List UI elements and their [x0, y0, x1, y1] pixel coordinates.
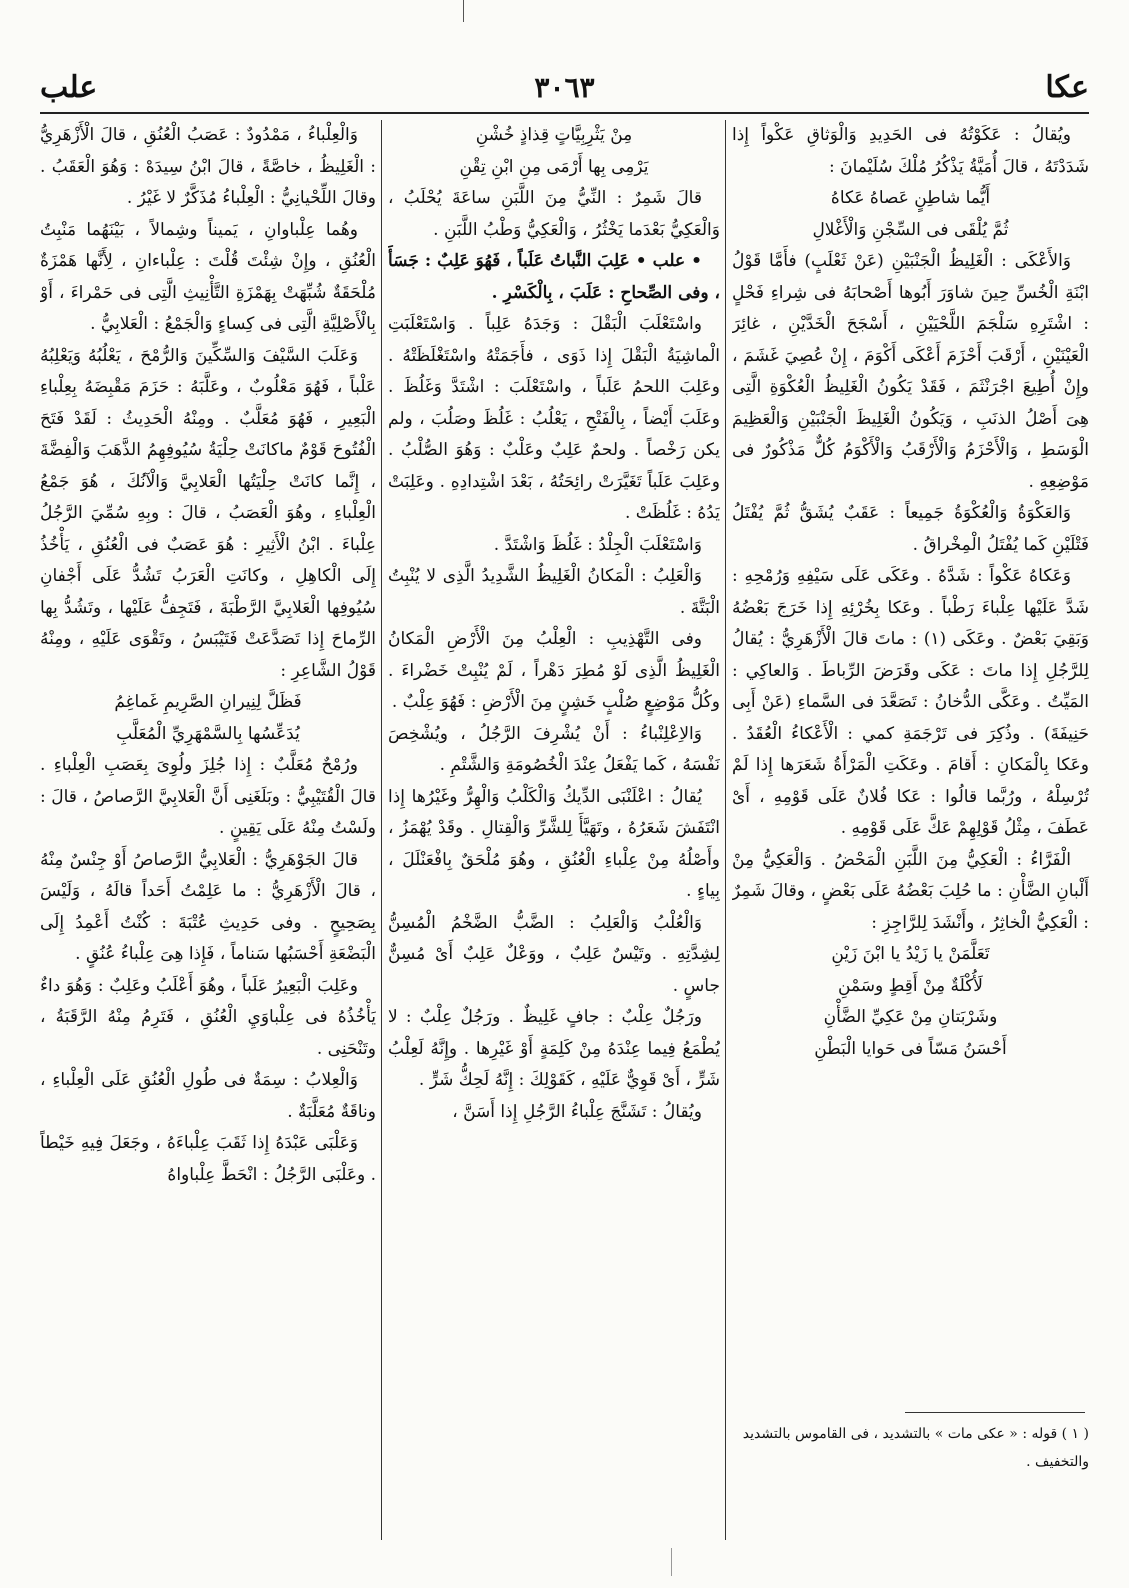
column-middle	[388, 120, 720, 1550]
verse-line: تَعَلَّمَنْ يا زَيْدُ يا ابْنَ زَيْنِ	[831, 944, 990, 964]
paragraph: واسْتَعْلَبَ الْبَقْلَ : وَجَدَهُ عَلِباً . وَاسْتَعْلَبَتِ الْماشِيَةُ الْبَقْلَ إِذا ذَوَى ، فأَجَمَتْهُ واسْتَغْلَظَتْهُ . وعَلِبَ اللحمُ عَلَباً ، واسْتَعْلَبَ : اشْتَدَّ وَغَلُظَ . وعَلَبَ أَيْضاً ، بِالْفَتْحِ ، يَعْلُبُ : غَلُظَ وصَلُبَ ، ولم يكن رَخْصاً . ولحمٌ عَلِبٌ وعَلْبٌ : وَهُوَ الصُّلْبُ . وعَلِبَ عَلَباً تَغَيَّرَتْ رائِحَتُهُ ، بَعْدَ اشْتِدادِهِ . وعَلِبَتْ يَدُهُ : غَلُظَتْ .	[388, 314, 720, 523]
paragraph: وفى التَّهْذِيبِ : الْعِلْبُ مِنَ الْأَرْضِ الْمَكانُ الْغَلِيظُ الَّذِى لَوْ مُطِرَ دَهْراً ، لَمْ يُنْبِتْ خَضْراءَ . وكُلُّ مَوْضِعٍ صُلْبٍ خَشِنٍ مِنَ الْأَرْضِ : فَهُوَ عِلْبٌ .	[388, 629, 720, 712]
paragraph: ورَجُلٌ عِلْبٌ : جافٍ غَلِيظٌ . ورَجُلٌ عِلْبٌ : لا يُطْمَعُ فِيما عِنْدَهُ مِنْ كَلِمَةٍ أَوْ غَيْرِها . وإِنَّهُ لَعِلْبُ شَرٍّ ، أَىْ قَوِيٌّ عَلَيْهِ ، كَقَوْلِكَ : إِنَّهُ لَحِكُّ شَرٍّ .	[388, 1007, 720, 1090]
column-divider	[725, 120, 726, 1540]
column-divider	[381, 120, 382, 1540]
footnote: ( ١ ) قوله : « عكى مات » بالتشديد ، فى القاموس بالتشديد والتخفيف .	[742, 1426, 1089, 1470]
paragraph: وعَلِبَ الْبَعِيرُ عَلَباً ، وهُوَ أَعْلَبُ وعَلِبٌ : وَهُوَ داءٌ يَأْخُذُهُ فى عِلْباوَيِ الْعُنُقِ ، فَتَرِمُ مِنْهُ الرَّقَبَةُ ، وتَنْحَنِى .	[40, 975, 376, 1059]
paragraph: وَالاِعْلِنْباءُ : أَنْ يُشْرِفَ الرَّجُلُ ، ويُشْخِصَ نَفْسَهُ ، كَما يَفْعَلُ عِنْدَ الْخُصُومَةِ وَالشَّتْمِ .	[388, 723, 720, 775]
paragraph: وَالأَعْكَى : الْغَلِيظُ الْجَنْبَيْنِ (عَنْ ثَعْلَبٍ) فأَمَّا قَوْلُ ابْنَةِ الْخُسِّ حِينَ شاوَرَ أَبُوها أَصْحابَهُ فى شِراءِ فَحْلٍ : اشْتَرِهِ سَلْجَمَ اللَّحْيَيْنِ ، أَسْجَحَ الْخَدَّيْنِ ، غائِرَ الْعَيْنَيْنِ ، أَرْقَبَ أَحْزَمَ أَعْكَى أَكْوَمَ ، إِنْ عُصِيَ غَشَمَ ، وإِنْ أُطِيعَ اجْرَنْثَمَ ، فَقَدْ يَكُونُ الْغَلِيظُ الْعُكْوَةِ الَّتِى هِىَ أَصْلُ الذنَبِ ، وَيَكُونُ الْغَلِيظَ الْجَنْبَيْنِ وَالْعَظِيمَ الْوَسَطِ ، وَالْأَحْزَمُ وَالْأَرْقَبُ وَالْأَكْوَمُ كُلٌّ مَذْكُورٌ فى مَوْضِعِهِ .	[732, 251, 1089, 492]
verse-line: أَيُّما شاطِنٍ عَصاهُ عَكاهُ	[830, 188, 991, 208]
column-right	[732, 120, 1089, 1550]
page-number: ٣٠٦٣	[534, 71, 595, 104]
header-left-word: علب	[40, 70, 98, 105]
paragraph: ورُمْحٌ مُعَلَّبٌ : إِذا جُلِزَ ولُوِىَ بِعَصَبِ الْعِلْباءِ . قالَ الْقُتَيْبِيُّ : وبَلَغَنِى أَنَّ الْعَلابِيَّ الرَّصاصُ ، قالَ : ولَسْتُ مِنْهُ عَلَى يَقِينٍ .	[40, 755, 376, 838]
paragraph: وَعَلَبَ السَّيْفَ وَالسِّكِّينَ وَالرُّمْحَ ، يَعْلُبُهُ وَيَعْلِبُهُ عَلْباً ، فَهُوَ مَعْلُوبٌ ، وعَلَّبَهُ : حَزَمَ مَقْبِضَهُ بِعِلْباءِ الْبَعِيرِ ، فَهُوَ مُعَلَّبٌ . ومِنْهُ الْحَدِيثُ : لَقَدْ فَتَحَ الْفُتُوحَ قَوْمٌ ماكانَتْ حِلْيَةُ سُيُوفِهِمُ الذَّهَبَ وَالْفِضَّةَ ، إِنَّما كانَتْ حِلْيَتُها الْعَلابِيَّ وَالْآنُكَ ، هُوَ جَمْعُ الْعِلْباءِ ، وهُوَ الْعَصَبُ ، قالَ : وبِهِ سُمِّيَ الرَّجُلُ عِلْباءَ . ابْنُ الْأَثِيرِ : هُوَ عَصَبٌ فى الْعُنُقِ ، يَأْخُذُ إِلَى الْكاهِلِ ، وكانَتِ الْعَرَبُ تَشُدُّ عَلَى أَجْفانِ سُيُوفِها الْعَلابِيَّ الرَّطْبَةَ ، فَتَجِفُّ عَلَيْها ، وتَشُدُّ بِها الرِّماحَ إِذا تَصَدَّعَتْ فَتَيْبَسُ ، وتَقْوَى عَلَيْهِ ، ومِنْهُ قَوْلُ الشَّاعِرِ :	[40, 345, 376, 681]
paragraph: قالَ الجَوْهَرِيُّ : الْعَلابِيُّ الرَّصاصُ أَوْ جِنْسٌ مِنْهُ ، قالَ الْأَزْهَرِيُّ : ما عَلِمْتُ أَحَداً قالَهُ ، وَلَيْسَ بِصَحِيحٍ . وفى حَدِيثِ عُتْبَةَ : كُنْتُ أَعْمِدُ إِلَى الْبَضْعَةِ أَحْسَبُها سَناماً ، فَإِذا هِىَ عِلْباءُ عُنُقٍ .	[40, 849, 376, 964]
paragraph: وَالْعُلْبُ وَالْعَلِبُ : الضَّبُّ الضَّخْمُ الْمُسِنُّ لِشِدَّتِهِ . وتَيْسٌ عَلِبٌ ، ووَعْلٌ عَلِبٌ أَىْ مُسِنٌّ جاسٍ .	[388, 912, 720, 996]
footnote-divider	[905, 1412, 1085, 1413]
header-right-word: عكا	[1045, 70, 1089, 105]
verse-line: لَأُكْلَةٌ مِنْ أَقِطٍ وسَمْنِ	[838, 975, 983, 996]
verse-line: يُدَعِّسُها بِالسَّمْهَرِيِّ الْمُعَلَّبِ	[116, 723, 300, 744]
paragraph: ويُقالُ : تَشَنَّجَ عِلْباءُ الرَّجُلِ إِذا أَسَنَّ ،	[452, 1101, 702, 1122]
paragraph: يُقالُ : اعْلَنْبَى الدِّيكُ وَالْكَلْبُ وَالْهِرُّ وغَيْرُها إِذا انْتَفَشَ شَعَرُهُ ، وتَهَيَّأَ لِلشَّرِّ وَالْقِتالِ . وقَدْ يُهْمَزُ ، وأَصْلُهُ مِنْ عِلْباءِ الْعُنُقِ ، وهُوَ مُلْحَقٌ بِافْعَنْلَلَ ، بِياءٍ .	[388, 786, 720, 901]
paragraph: وَالعَكْوَةُ وَالْعُكْوَةُ جَمِيعاً : عَقَبٌ يُشَقُّ ثُمَّ يُفْتَلُ فَتْلَيْنِ كَما يُفْتَلُ الْمِخْراقُ .	[732, 503, 1089, 555]
verse-line: فَظَلَّ لِنِيرانِ الصَّرِيمِ غَماغِمُ	[114, 692, 302, 712]
verse-line: ثُمَّ يُلْقَى فى السِّجْنِ وَالْأَغْلالِ	[812, 219, 1009, 240]
verse-line: أَحْسَنُ مَسّاً فى حَوايا الْبَطْنِ	[814, 1038, 1007, 1059]
paragraph: قالَ شَمِرٌ : النِّيُّ مِنَ اللَّبَنِ ساعَةَ يُحْلَبُ ، وَالْعَكِيُّ بَعْدَما يَخْثُرُ ، وَالْعَكِيُّ وَطْبُ اللَّبَنِ .	[388, 188, 720, 240]
page-header	[40, 70, 1089, 114]
paragraph: وَعَلْبَى عَبْدَهُ إِذا ثَقَبَ عِلْباءَهُ ، وجَعَلَ فِيهِ خَيْطاً . وعَلْبَى الرَّجُلُ : انْحَطَّ عِلْباواهُ	[40, 1133, 376, 1185]
paragraph: وَالْعِلْباءُ ، مَمْدُودٌ : عَصَبُ الْعُنُقِ ، قالَ الْأَزْهَرِيُّ : الْغَلِيظُ ، خاصَّةً ، قالَ ابْنُ سِيدَهْ : وَهُوَ الْعَقَبُ . وقالَ اللِّحْيانِيُّ : الْعِلْباءُ مُذَكَّرٌ لا غَيْرُ .	[40, 125, 376, 208]
scan-artifact-mark	[671, 1548, 672, 1576]
paragraph: وهُما عِلْباوانِ ، يَميناً وشِمالاً ، بَيْنَهُما مَنْبِتُ الْعُنُقِ ، وإِنْ شِئْتَ قُلْتَ : عِلْباءانِ ، لِأَنَّها هَمْزَةٌ مُلْحَقَةٌ شُبِّهَتْ بِهَمْزَةِ التَّأْنِيثِ الَّتِى فى حَمْراءَ ، أَوْ بِالْأَصْلِيَّةِ الَّتِى فى كِساءٍ وَالْجَمْعُ : الْعَلابِيُّ .	[40, 219, 376, 334]
entry-heading-paragraph: • علب • عَلِبَ النَّباتُ عَلَباً ، فَهُوَ عَلِبٌ : جَسَأَ ، وفى الصِّحاحِ : عَلَبَ ، بِالْكَسْرِ .	[388, 251, 720, 303]
verse-line: يَرْمِى بِها أَرْمَى مِنِ ابْنِ تِقْنِ	[459, 156, 649, 177]
paragraph: وَاسْتَعْلَبَ الْجِلْدُ : غَلُظَ وَاشْتَدَّ .	[493, 534, 702, 555]
scan-artifact-mark	[463, 0, 464, 22]
paragraph: وَعَكاهُ عَكْواً : شَدَّهُ . وعَكَى عَلَى سَيْفِهِ وَرُمْحِهِ : شَدَّ عَلَيْها عِلْباءَ رَطْباً . وعَكا بِخُرْئِهِ إِذا خَرَجَ بَعْضُهُ وَبَقِيَ بَعْضٌ . وعَكَى (١) : ماتَ قالَ الْأَزْهَرِيُّ : يُقالُ لِلرَّجُلِ إِذا ماتَ : عَكَى وقَرَضَ الرِّباطَ . وَالعاكِي : المَيِّتُ . وعَكَّى الدُّخانُ : تَصَعَّدَ فى السَّماءِ (عَنْ أَبِى حَنِيفَةَ) . وذُكِرَ فى تَرْجَمَةِ كمي : الْأَعْكاءُ الْعُقَدُ . وعَكا بِالْمَكانِ : أَقامَ . وعَكَتِ الْمَرْأَةُ شَعَرَها إِذا لَمْ تُرْسِلْهُ ، ورُبَّما قالُوا : عَكا فُلانٌ عَلَى قَوْمِهِ ، أَىْ عَطَفَ ، مِثْلُ قَوْلِهِمْ عَكَّ عَلَى قَوْمِهِ .	[732, 566, 1089, 838]
paragraph: الْفَرَّاءُ : الْعَكِيُّ مِنَ اللَّبَنِ الْمَحْضُ . وَالْعَكِيُّ مِنْ أَلْبانِ الضَّأْنِ : ما حُلِبَ بَعْضُهُ عَلَى بَعْضٍ ، وقالَ شَمِرٌ : الْعَكِيُّ الْخاثِرُ ، وأَنْشَدَ لِلرَّاجِزِ :	[732, 849, 1089, 933]
verse-line: مِنْ يَثْرِبِيَّاتٍ قِذاذٍ خُشْنِ	[475, 125, 633, 145]
column-left	[40, 120, 376, 1550]
verse-line: وشَرْبَتانِ مِنْ عَكِيِّ الضَّأْنِ	[823, 1007, 998, 1027]
paragraph: وَالْعِلابُ : سِمَةٌ فى طُولِ الْعُنُقِ عَلَى الْعِلْباءِ ، وناقَةٌ مُعَلَّبَةٌ .	[40, 1070, 376, 1122]
paragraph: ويُقالُ : عَكَوْتُهُ فى الحَدِيدِ وَالْوَثاقِ عَكْواً إِذا شَدَدْتَهُ ، قالَ أُمَيَّةُ يَذْكُرُ مُلْكَ سُلَيْمانَ :	[732, 125, 1089, 177]
paragraph: وَالْعَلِبُ : الْمَكانُ الْغَلِيظُ الشَّدِيدُ الَّذِى لا يُنْبِتُ الْبَتَّةَ .	[388, 566, 720, 618]
